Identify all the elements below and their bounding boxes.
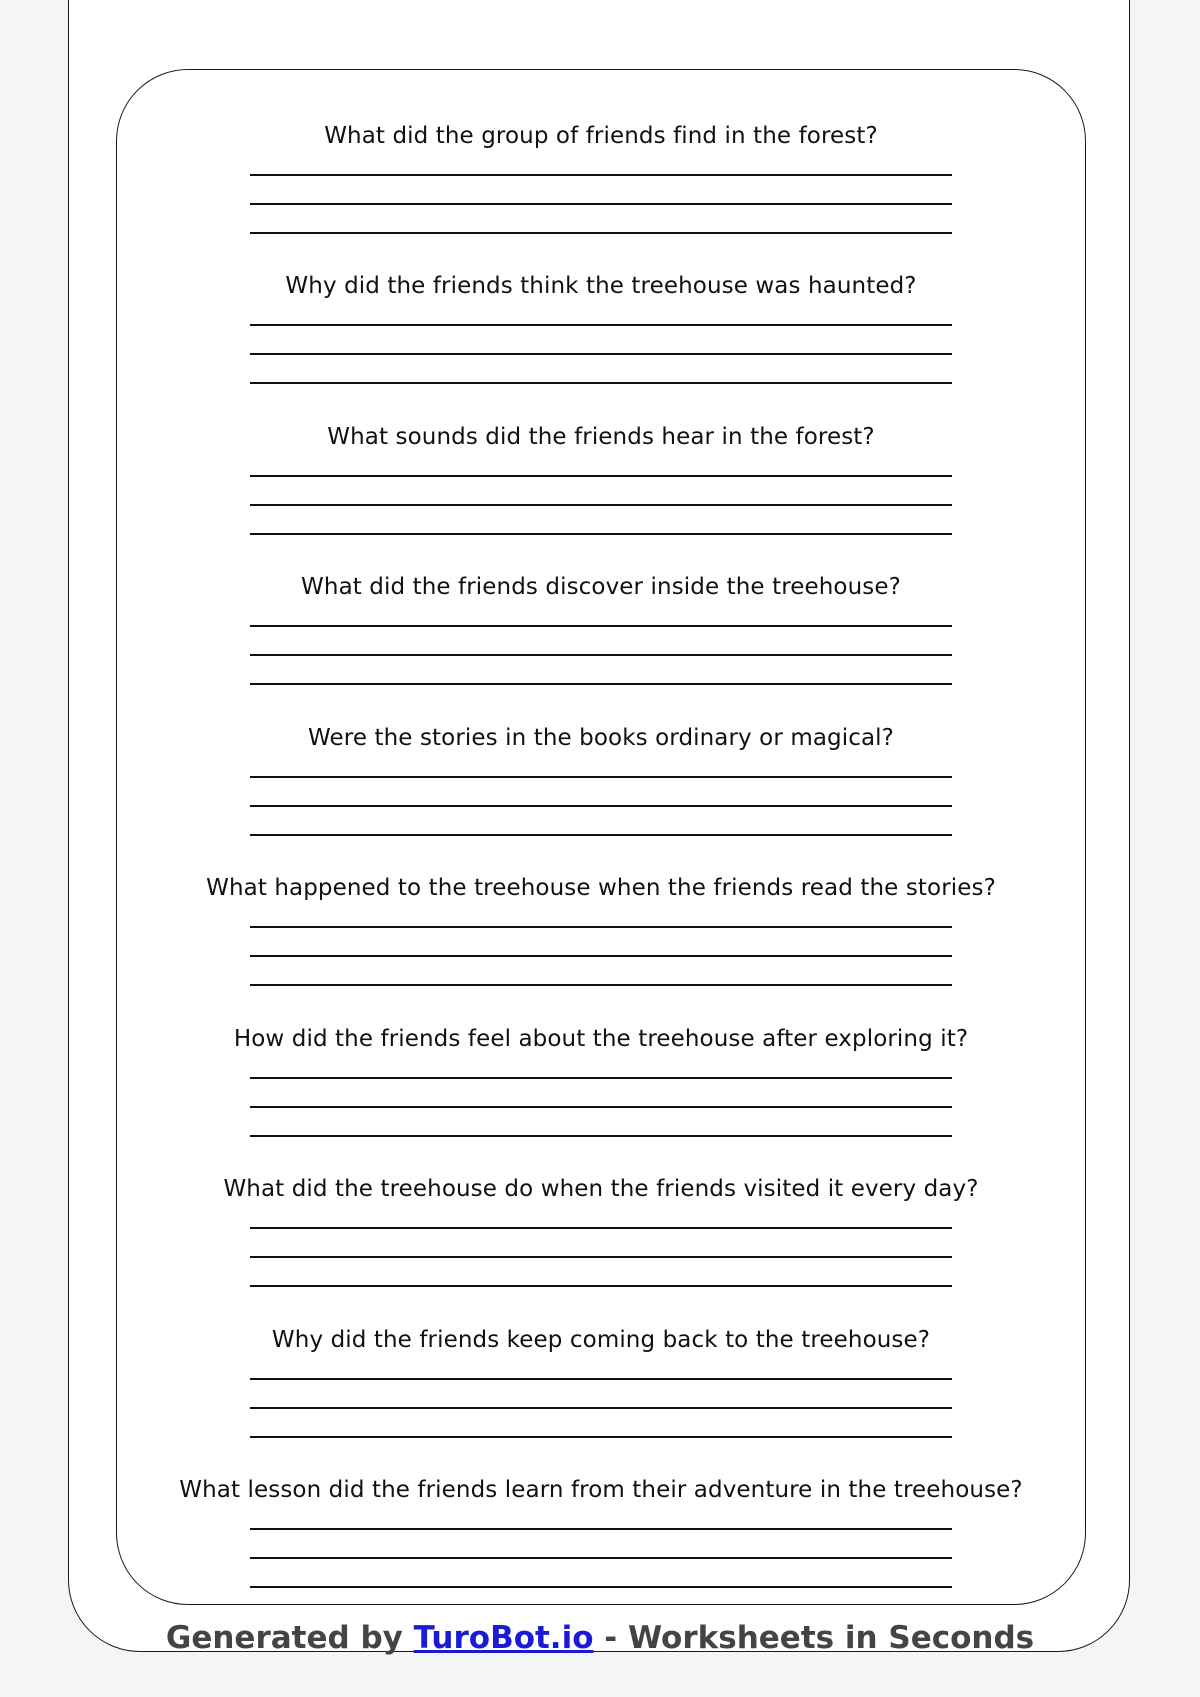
answer-line[interactable] <box>250 174 952 176</box>
answer-line[interactable] <box>250 475 952 477</box>
question-text: Why did the friends think the treehouse was haunted? <box>285 273 917 299</box>
question-item <box>116 1475 1086 1505</box>
answer-line[interactable] <box>250 382 952 384</box>
answer-line[interactable] <box>250 955 952 957</box>
question-text: What did the treehouse do when the friends visited it every day? <box>223 1176 979 1202</box>
answer-line[interactable] <box>250 1106 952 1108</box>
answer-line[interactable] <box>250 353 952 355</box>
question-item <box>116 873 1086 903</box>
answer-line[interactable] <box>250 625 952 627</box>
answer-line[interactable] <box>250 1227 952 1229</box>
answer-line[interactable] <box>250 805 952 807</box>
question-text: What did the friends discover inside the treehouse? <box>301 574 901 600</box>
turobot-link[interactable]: TuroBot.io <box>413 1620 594 1656</box>
answer-line[interactable] <box>250 1557 952 1559</box>
footer-credit <box>0 1618 1200 1658</box>
footer-suffix: - Worksheets in Seconds <box>593 1620 1035 1656</box>
question-text: How did the friends feel about the treehouse after exploring it? <box>233 1026 969 1052</box>
question-text: What did the group of friends find in the forest? <box>324 123 878 149</box>
question-item <box>116 572 1086 602</box>
question-item <box>116 422 1086 452</box>
answer-line[interactable] <box>250 1077 952 1079</box>
answer-line[interactable] <box>250 504 952 506</box>
answer-line[interactable] <box>250 683 952 685</box>
answer-line[interactable] <box>250 1586 952 1588</box>
question-item <box>116 1174 1086 1204</box>
question-text: What happened to the treehouse when the friends read the stories? <box>206 875 996 901</box>
answer-line[interactable] <box>250 926 952 928</box>
answer-line[interactable] <box>250 654 952 656</box>
question-text: What sounds did the friends hear in the forest? <box>327 424 875 450</box>
question-item <box>116 723 1086 753</box>
answer-line[interactable] <box>250 834 952 836</box>
question-text: Were the stories in the books ordinary or magical? <box>308 725 894 751</box>
answer-line[interactable] <box>250 1378 952 1380</box>
answer-line[interactable] <box>250 203 952 205</box>
answer-line[interactable] <box>250 533 952 535</box>
question-item <box>116 1325 1086 1355</box>
answer-line[interactable] <box>250 1285 952 1287</box>
answer-line[interactable] <box>250 1256 952 1258</box>
answer-line[interactable] <box>250 324 952 326</box>
answer-line[interactable] <box>250 1407 952 1409</box>
answer-line[interactable] <box>250 1436 952 1438</box>
answer-line[interactable] <box>250 232 952 234</box>
footer-prefix: Generated by <box>165 1620 414 1656</box>
question-text: Why did the friends keep coming back to the treehouse? <box>271 1327 931 1353</box>
question-item <box>116 121 1086 151</box>
answer-line[interactable] <box>250 776 952 778</box>
answer-line[interactable] <box>250 1135 952 1137</box>
answer-line[interactable] <box>250 984 952 986</box>
question-item <box>116 1024 1086 1054</box>
question-text: What lesson did the friends learn from their adventure in the treehouse? <box>179 1477 1023 1503</box>
question-item <box>116 271 1086 301</box>
answer-line[interactable] <box>250 1528 952 1530</box>
